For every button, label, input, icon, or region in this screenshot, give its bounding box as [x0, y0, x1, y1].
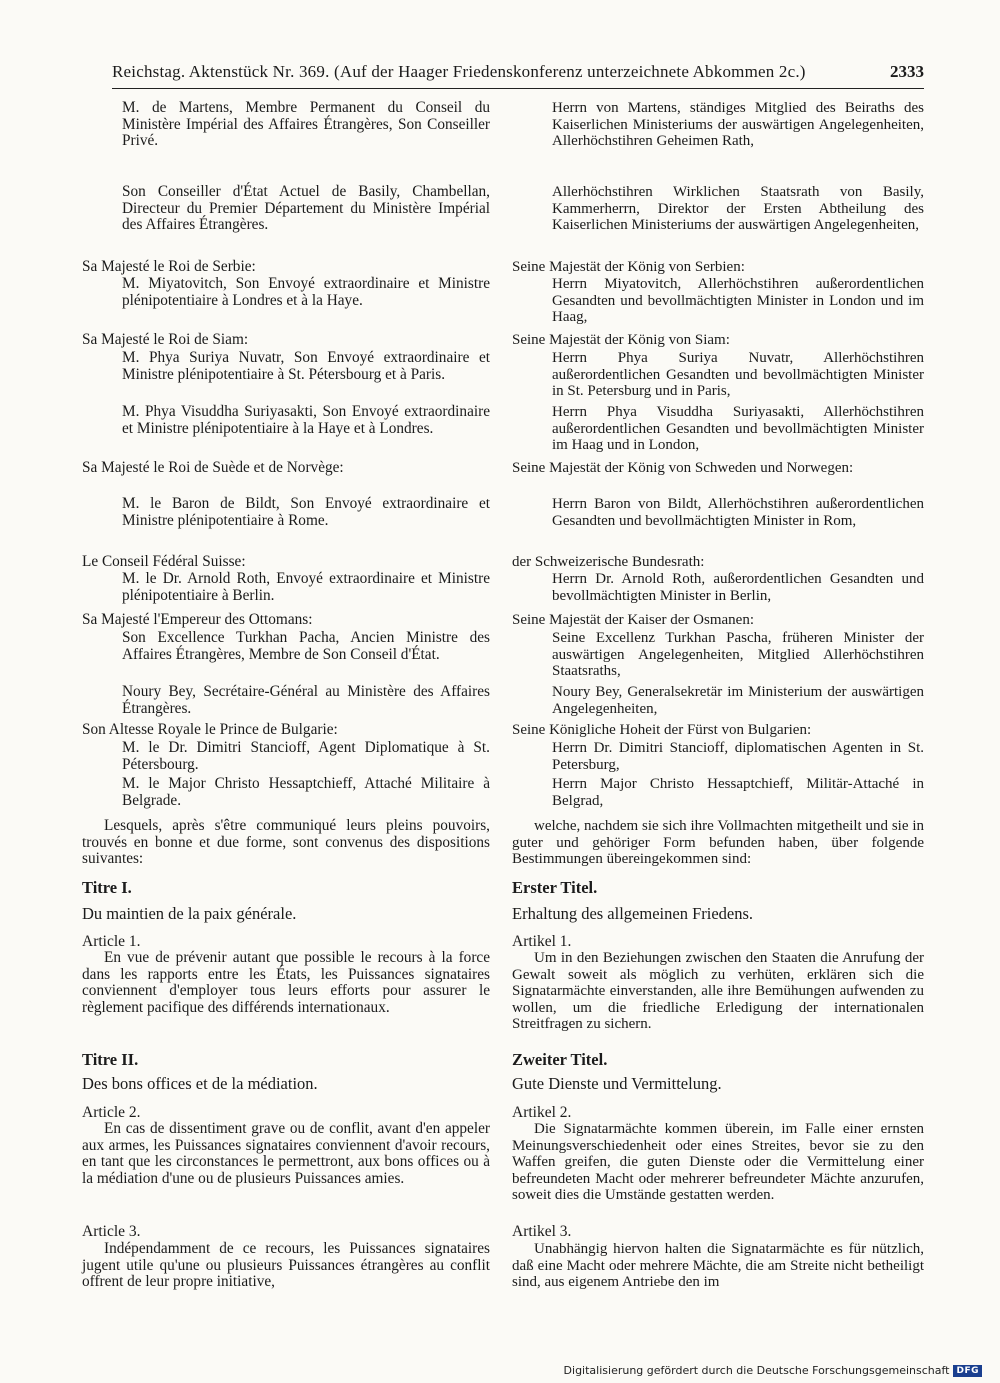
de-artikel-2: Artikel 2.	[512, 1104, 572, 1121]
fr-titre-1: Titre I.	[82, 878, 132, 897]
fr-lesquels: Lesquels, après s'être communiqué leurs pleins pouvoirs, trouvés en bonne et due forme, sont convenus des dispositions suivantes:	[82, 817, 490, 868]
fr-suriya-nuvatr: M. Phya Suriya Nuvatr, Son Envoyé extraordinaire et Ministre plénipotentiaire à St. Pétersbourg et à Paris.	[122, 349, 490, 383]
de-suriya-nuvatr: Herrn Phya Suriya Nuvatr, Allerhöchstihren außerordentlichen Gesandten und bevollmächtigten Minister in St. Petersburg und in Paris,	[552, 350, 924, 400]
fr-basily: Son Conseiller d'État Actuel de Basily, Chambellan, Directeur du Premier Département du Ministère Impérial des Affaires Étrangères.	[122, 183, 490, 234]
de-siam-head: Seine Majestät der König von Siam:	[512, 332, 730, 348]
dfg-logo: DFG	[953, 1365, 982, 1377]
de-hessaptchieff: Herrn Major Christo Hessaptchieff, Militär-Attaché in Belgrad,	[552, 776, 924, 809]
running-title: Reichstag. Aktenstück Nr. 369. (Auf der Haager Friedenskonferenz unterzeichnete Abkommen 2c.)	[112, 62, 806, 81]
fr-swiss-head: Le Conseil Fédéral Suisse:	[82, 553, 246, 570]
fr-stancioff: M. le Dr. Dimitri Stancioff, Agent Diplomatique à St. Pétersbourg.	[122, 739, 490, 773]
de-stancioff: Herrn Dr. Dimitri Stancioff, diplomatischen Agenten in St. Petersburg,	[552, 740, 924, 773]
de-turkhan: Seine Excellenz Turkhan Pascha, früheren Minister der auswärtigen Angelegenheiten, Mitglied Allerhöchstihren Staatsraths,	[552, 630, 924, 680]
fr-miyatovitch: M. Miyatovitch, Son Envoyé extraordinaire et Ministre plénipotentiaire à Londres et à la Haye.	[122, 275, 490, 309]
fr-article-3: Article 3.	[82, 1223, 141, 1240]
fr-sweden-head: Sa Majesté le Roi de Suède et de Norvège:	[82, 459, 344, 476]
de-serbia-head: Seine Majestät der König von Serbien:	[512, 259, 745, 275]
de-artikel-1: Artikel 1.	[512, 933, 572, 950]
de-bulgaria-head: Seine Königliche Hoheit der Fürst von Bulgarien:	[512, 722, 812, 738]
de-titel-1-sub: Erhaltung des allgemeinen Friedens.	[512, 904, 754, 923]
fr-roth: M. le Dr. Arnold Roth, Envoyé extraordinaire et Ministre plénipotentiaire à Berlin.	[122, 570, 490, 604]
fr-article-1-text: En vue de prévenir autant que possible le recours à la force dans les rapports entre les États, les Puissances signataires conviennent d'employer tous leurs efforts pour assurer le règlement pacifique des différends internationaux.	[82, 949, 490, 1016]
digitization-footer	[564, 1364, 982, 1377]
de-visuddha: Herrn Phya Visuddha Suriyasakti, Allerhöchstihren außerordentlichen Gesandten und bevollmächtigten Minister im Haag und in London,	[552, 404, 924, 454]
footer-text: Digitalisierung gefördert durch die Deutsche Forschungsgemeinschaft	[563, 1364, 950, 1377]
fr-visuddha: M. Phya Visuddha Suriyasakti, Son Envoyé extraordinaire et Ministre plénipotentiaire à la Haye et à Londres.	[122, 403, 490, 437]
fr-titre-2-sub: Des bons offices et de la médiation.	[82, 1074, 318, 1093]
de-titel-2-sub: Gute Dienste und Vermittelung.	[512, 1074, 722, 1093]
de-martens: Herrn von Martens, ständiges Mitglied des Beiraths des Kaiserlichen Ministeriums der auswärtigen Angelegenheiten, Allerhöchstihren Geheimen Rath,	[552, 100, 924, 150]
de-artikel-2-text: Die Signatarmächte kommen überein, im Falle einer ernsten Meinungsverschiedenheit oder eines Streites, bevor sie zu den Waffen greifen, die guten Dienste oder die Vermittelung einer befreundeten Macht oder mehrerer befreundeter Mächte anzurufen, soweit dies die Umstände gestatten werden.	[512, 1121, 924, 1204]
fr-bulgaria-head: Son Altesse Royale le Prince de Bulgarie:	[82, 721, 338, 738]
de-bildt: Herrn Baron von Bildt, Allerhöchstihren außerordentlichen Gesandten und bevollmächtigten Minister in Rom,	[552, 496, 924, 529]
fr-noury: Noury Bey, Secrétaire-Général au Ministère des Affaires Étrangères.	[122, 683, 490, 717]
fr-turkhan: Son Excellence Turkhan Pacha, Ancien Ministre des Affaires Étrangères, Membre de Son Conseil d'État.	[122, 629, 490, 663]
de-artikel-1-text: Um in den Beziehungen zwischen den Staaten die Anrufung der Gewalt soweit als möglich zu verhüten, erklären sich die Signatarmächte einverstanden, alle ihre Bemühungen aufwenden zu wollen, um die friedliche Erledigung der internationalen Streitfragen zu sichern.	[512, 950, 924, 1033]
de-roth: Herrn Dr. Arnold Roth, außerordentlichen Gesandten und bevollmächtigten Minister in Berlin,	[552, 571, 924, 604]
fr-article-2: Article 2.	[82, 1104, 141, 1121]
fr-bildt: M. le Baron de Bildt, Son Envoyé extraordinaire et Ministre plénipotentiaire à Rome.	[122, 495, 490, 529]
de-sweden-head: Seine Majestät der König von Schweden und Norwegen:	[512, 460, 854, 476]
fr-article-2-text: En cas de dissentiment grave ou de conflit, avant d'en appeler aux armes, les Puissances signataires conviennent d'avoir recours, en tant que les circonstances le permettront, aux bons offices ou à la médiation d'une ou de plusieurs Puissances amies.	[82, 1120, 490, 1187]
fr-titre-2: Titre II.	[82, 1050, 139, 1069]
page-number: 2333	[890, 62, 924, 81]
de-artikel-3: Artikel 3.	[512, 1223, 572, 1240]
de-ottoman-head: Seine Majestät der Kaiser der Osmanen:	[512, 612, 754, 628]
de-artikel-3-text: Unabhängig hiervon halten die Signatarmächte es für nützlich, daß eine Macht oder mehrere Mächte, die am Streite nicht betheiligt sind, aus eigenem Antriebe den im	[512, 1241, 924, 1291]
running-header	[112, 58, 924, 89]
de-welche: welche, nachdem sie sich ihre Vollmachten mitgetheilt und sie in guter und gehöriger Form befunden haben, über folgende Bestimmungen übereingekommen sind:	[512, 818, 924, 868]
fr-article-1: Article 1.	[82, 933, 141, 950]
fr-article-3-text: Indépendamment de ce recours, les Puissances signataires jugent utile qu'une ou plusieurs Puissances étrangères au conflit offrent de leur propre initiative,	[82, 1240, 490, 1291]
fr-ottoman-head: Sa Majesté l'Empereur des Ottomans:	[82, 611, 313, 628]
de-titel-2: Zweiter Titel.	[512, 1050, 608, 1069]
de-miyatovitch: Herrn Miyatovitch, Allerhöchstihren außerordentlichen Gesandten und bevollmächtigten Minister in London und im Haag,	[552, 276, 924, 326]
fr-serbia-head: Sa Majesté le Roi de Serbie:	[82, 258, 256, 275]
fr-hessaptchieff: M. le Major Christo Hessaptchieff, Attaché Militaire à Belgrade.	[122, 775, 490, 809]
fr-martens: M. de Martens, Membre Permanent du Conseil du Ministère Impérial des Affaires Étrangères, Son Conseiller Privé.	[122, 99, 490, 150]
de-titel-1: Erster Titel.	[512, 878, 598, 897]
fr-titre-1-sub: Du maintien de la paix générale.	[82, 904, 297, 923]
fr-siam-head: Sa Majesté le Roi de Siam:	[82, 331, 249, 348]
de-swiss-head: der Schweizerische Bundesrath:	[512, 554, 705, 570]
de-basily: Allerhöchstihren Wirklichen Staatsrath von Basily, Kammerherrn, Direktor der Ersten Abtheilung des Kaiserlichen Ministeriums der auswärtigen Angelegenheiten,	[552, 184, 924, 234]
de-noury: Noury Bey, Generalsekretär im Ministerium der auswärtigen Angelegenheiten,	[552, 684, 924, 717]
